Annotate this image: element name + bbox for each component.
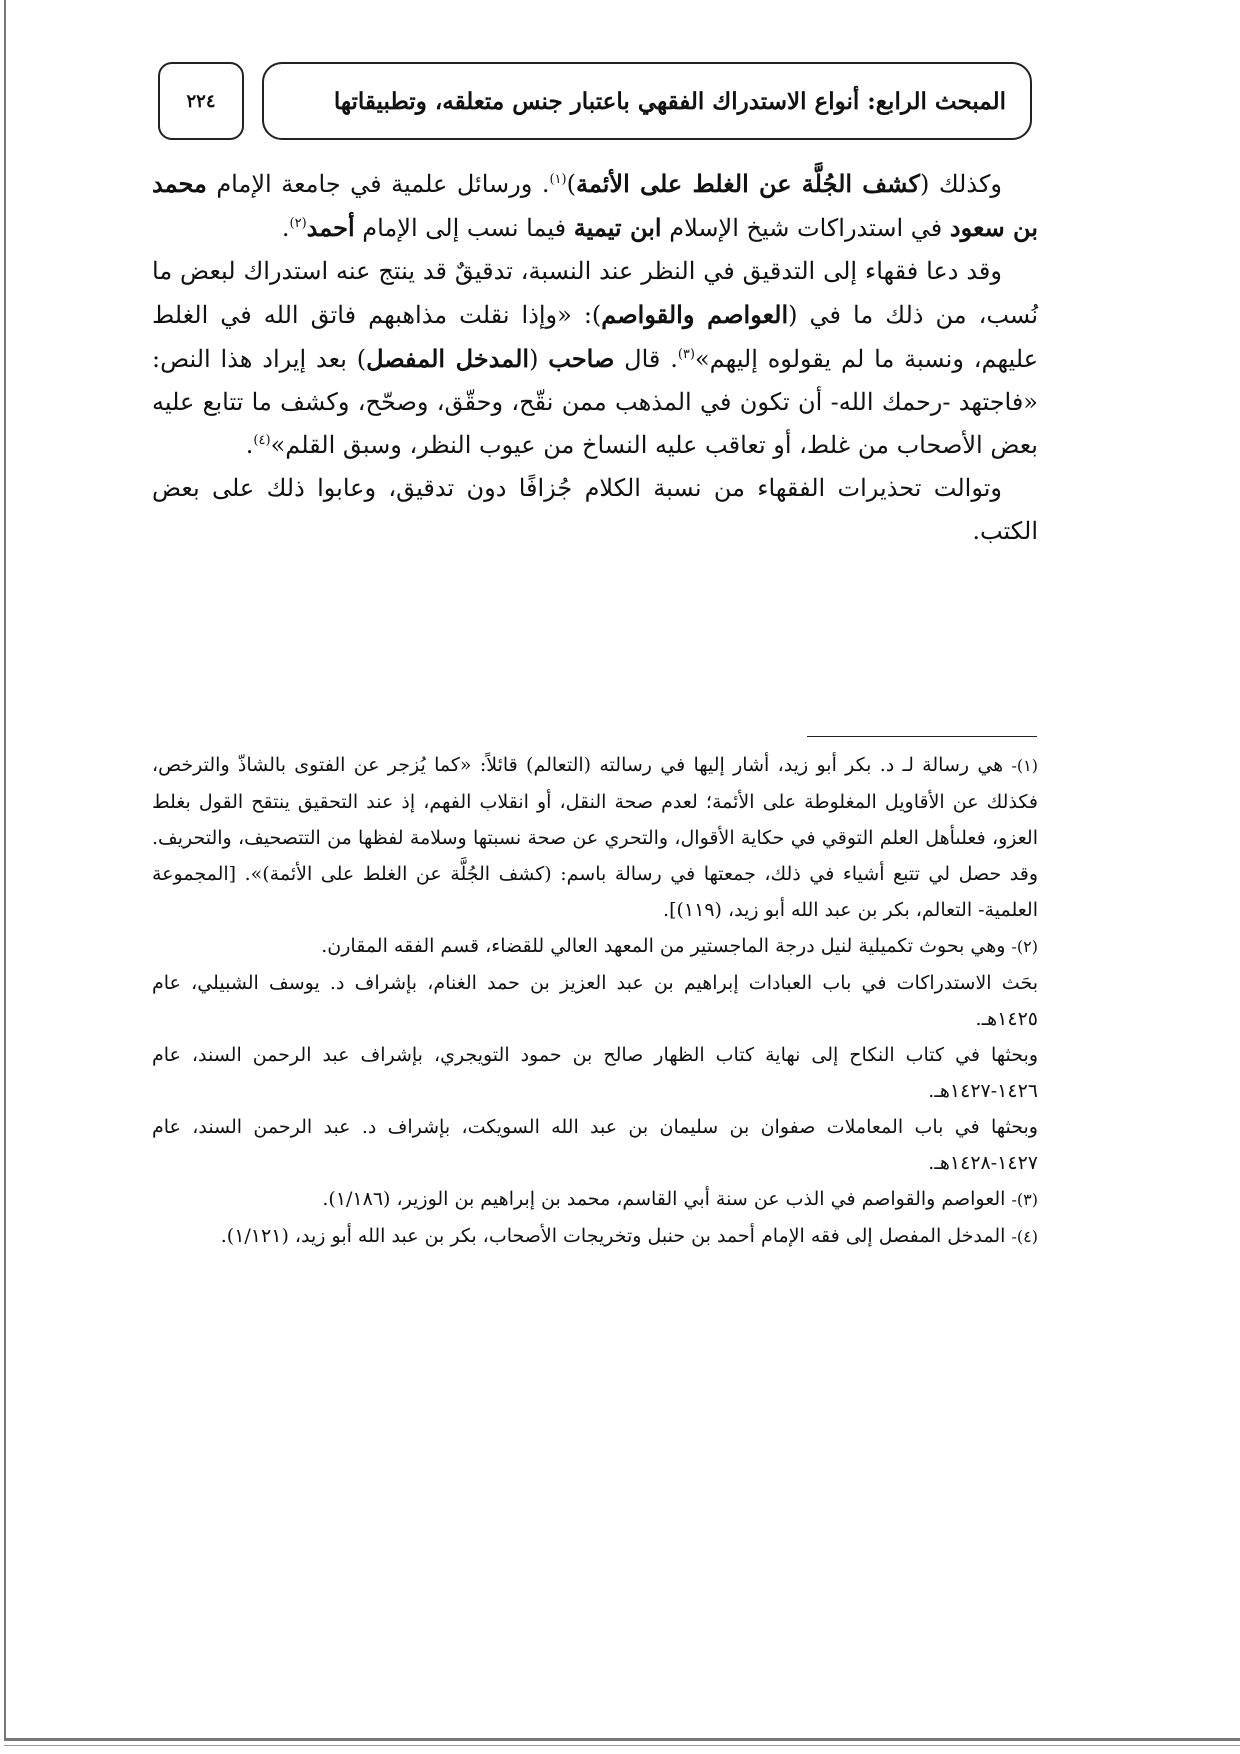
text: ): «وإذا نقلت مذاهبهم فاتق الله في الغلط عليهم، ونسبة ما لم يقولوه إليهم» <box>152 301 1039 373</box>
page-number: ٢٢٤ <box>186 90 216 112</box>
paragraph-1 <box>152 162 1038 250</box>
footnote-2-line-3: وبحثها في باب المعاملات صفوان بن سليمان بن عبد الله السويكت، بإشراف د. عبد الرحمن السند، عام ١٤٢٧-١٤٢٨هـ. <box>152 1116 1038 1174</box>
bold-name: أحمد <box>306 213 355 242</box>
bold-name: ابن تيمية <box>573 213 662 242</box>
paragraph-2 <box>152 250 1038 467</box>
left-border <box>4 0 6 1740</box>
footnote-ref-4[interactable]: (٤) <box>253 433 271 448</box>
footnote-text: العواصم والقواصم في الذب عن سنة أبي القاسم، محمد بن إبراهيم بن الوزير، (١/١٨٦). <box>322 1188 1012 1210</box>
bold-title: المدخل المفصل <box>366 344 530 373</box>
footnote-2-line-1: بحَث الاستدراكات في باب العبادات إبراهيم بن عبد العزيز بن حمد الغنام، بإشراف د. يوسف الشبيلي، عام ١٤٢٥هـ. <box>152 972 1038 1030</box>
text: ( <box>529 345 549 373</box>
paragraph-3: وتوالت تحذيرات الفقهاء من نسبة الكلام جُزافًا دون تدقيق، وعابوا ذلك على بعض الكتب. <box>152 474 1038 545</box>
bottom-border <box>4 1738 1240 1741</box>
footnote-3 <box>152 1181 1038 1218</box>
chapter-title: المبحث الرابع: أنواع الاستدراك الفقهي باعتبار جنس متعلقه، وتطبيقاتها <box>333 87 1006 115</box>
bold-title: العواصم والقواصم <box>601 300 789 329</box>
text: . قال <box>614 345 678 373</box>
text: وقد دعا فقهاء إلى التدقيق في النظر عند النسبة، تدقيقٌ قد ينتج عنه استدراك لبعض ما نُسب، من ذلك ما في ( <box>152 257 1039 329</box>
footnote-separator <box>807 736 1037 737</box>
footnote-marker: (٢)- <box>1011 937 1038 956</box>
footnote-ref-2[interactable]: (٢) <box>289 216 307 231</box>
footnote-ref-3[interactable]: (٣) <box>677 347 695 362</box>
footnote-ref-1[interactable]: (١) <box>549 172 567 187</box>
footnote-2 <box>152 928 1038 965</box>
text: . ورسائل علمية في جامعة الإمام <box>206 170 550 198</box>
footnote-text: وهي بحوث تكميلية لنيل درجة الماجستير من المعهد العالي للقضاء، قسم الفقه المقارن. <box>321 935 1012 957</box>
text: وكذلك ( <box>919 170 1002 198</box>
main-text <box>152 162 1038 553</box>
bold-title: كشف الجُلَّة عن الغلط على الأئمة <box>575 169 920 198</box>
footnote-marker: (٣)- <box>1011 1190 1038 1209</box>
footnote-marker: (١)- <box>1011 756 1038 775</box>
footnote-text: المدخل المفصل إلى فقه الإمام أحمد بن حنبل وتخريجات الأصحاب، بكر بن عبد الله أبو زيد، (١/١٢١). <box>220 1225 1012 1247</box>
bold-word: صاحب <box>548 344 615 373</box>
text: ) <box>566 170 576 198</box>
page-header <box>0 62 1240 142</box>
text: فيما نسب إلى الإمام <box>354 214 574 242</box>
text: . <box>245 431 254 459</box>
bottom-border-inner <box>4 1745 1240 1746</box>
bold-name: محمد بن سعود <box>152 169 1038 242</box>
text: ) بعد إيراد هذا النص: «فاجتهد -رحمك الله- أن تكون في المذهب ممن نقّح، وحقّق، وصحّح، وكشف ما تتابع عليه بعض الأصحاب من غلط، أو تعاقب عليه النساخ من عيوب النظر، وسبق القلم» <box>152 345 1038 459</box>
footnote-1 <box>152 747 1038 928</box>
page-number-box <box>158 62 244 140</box>
footnote-4 <box>152 1218 1038 1255</box>
text: في استدراكات شيخ الإسلام <box>661 214 950 242</box>
footnotes <box>152 747 1038 1255</box>
text: . <box>281 214 290 242</box>
footnote-text: هي رسالة لـ د. بكر أبو زيد، أشار إليها في رسالته (التعالم) قائلاً: «كما يُزجر عن الفتوى بالشاذّ والترخص، فكذلك عن الأقاويل المغلوطة على الأئمة؛ لعدم صحة النقل، أو انقلاب الفهم، إذ عند التحقيق ينتقح القول بغلط العزو، فعلىأهل العلم التوقي في حكاية الأقوال، والتحري عن صحة نسبتها وسلامة لفظها من التتصحيف، والتحريف. وقد حصل لي تتبع أشياء في ذلك، جمعتها في رسالة باسم: (كشف الجُلَّة عن الغلط على الأئمة)». [المجموعة العلمية- التعالم، بكر بن عبد الله أبو زيد، (١١٩)]. <box>152 754 1038 921</box>
chapter-title-box <box>262 62 1032 140</box>
footnote-2-line-2: وبحثها في كتاب النكاح إلى نهاية كتاب الظهار صالح بن حمود التويجري، بإشراف عبد الرحمن السند، عام ١٤٢٦-١٤٢٧هـ. <box>152 1044 1038 1102</box>
footnote-marker: (٤)- <box>1011 1227 1038 1246</box>
